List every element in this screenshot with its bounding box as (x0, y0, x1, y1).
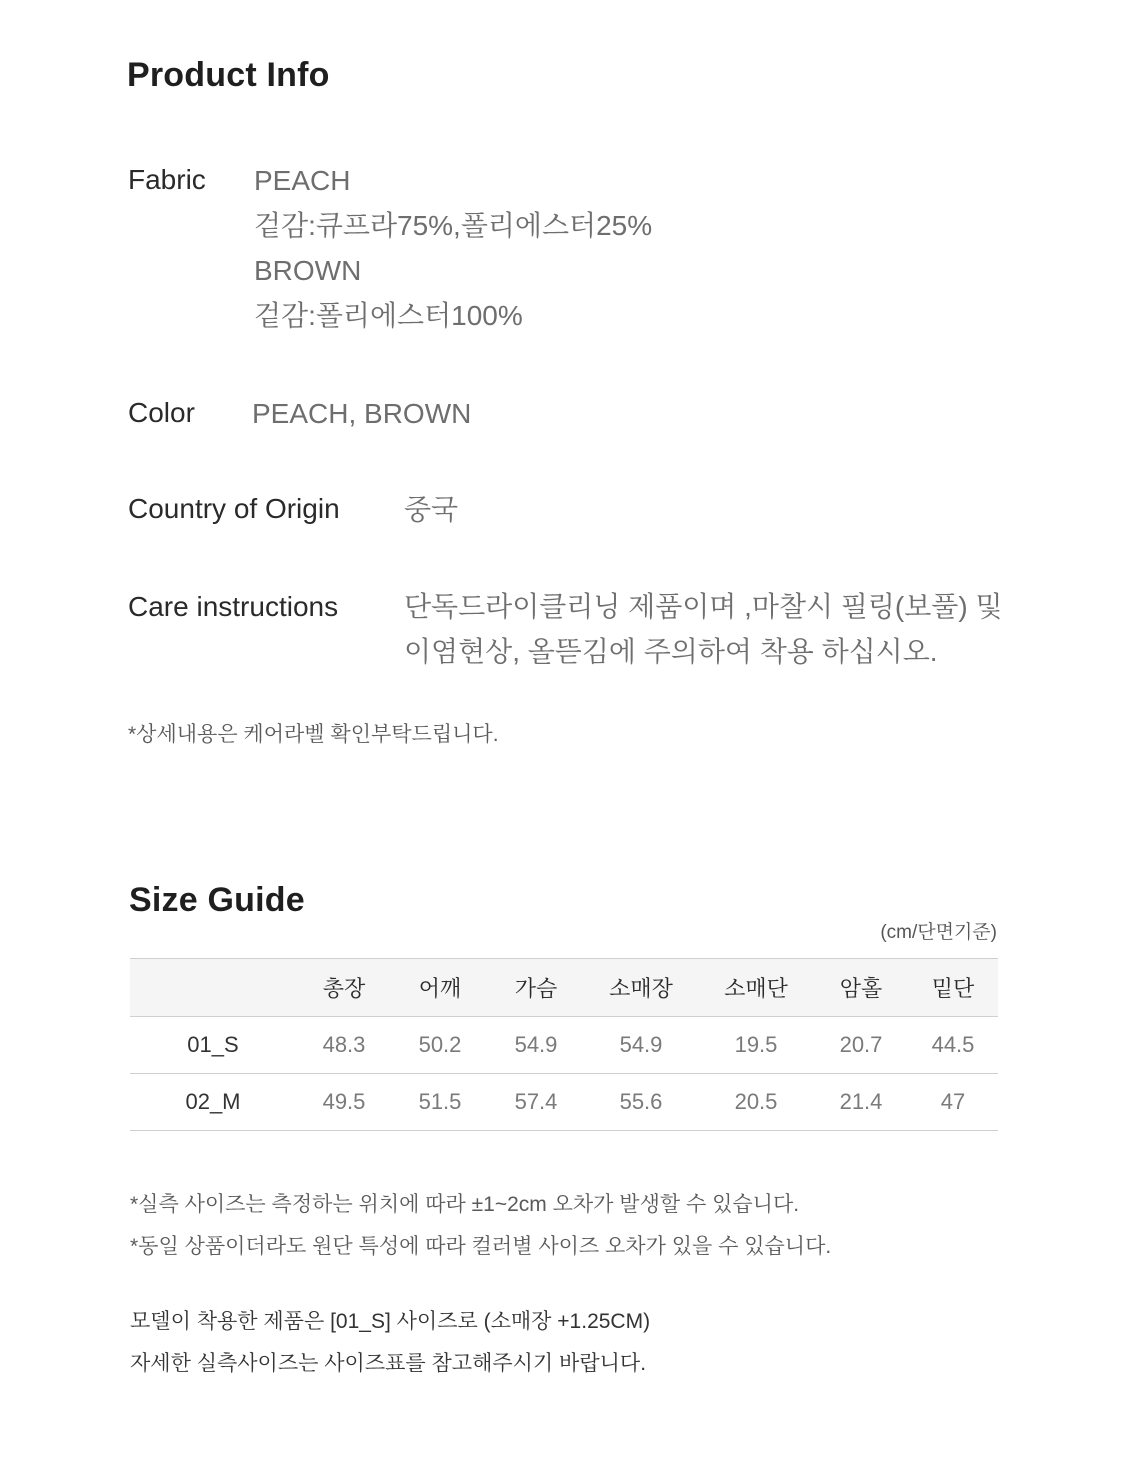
fabric-line: BROWN (254, 255, 362, 286)
model-note: 자세한 실측사이즈는 사이즈표를 참고해주시기 바랍니다. (130, 1352, 647, 1375)
fabric-value (254, 158, 652, 338)
size-unit-note: (cm/단면기준) (880, 922, 997, 943)
care-label-note: *상세내용은 케어라벨 확인부탁드립니다. (128, 723, 499, 746)
fabric-line: PEACH (254, 165, 351, 196)
table-cell: 49.5 (296, 1074, 392, 1131)
table-cell: 54.9 (584, 1017, 698, 1074)
column-header: 소매단 (698, 959, 814, 1017)
size-table-header (130, 959, 998, 1017)
model-notes (130, 1301, 650, 1385)
care-value (404, 584, 1003, 674)
size-note: *실측 사이즈는 측정하는 위치에 따라 ±1~2cm 오차가 발생할 수 있습니다. (130, 1193, 800, 1216)
column-header (130, 959, 296, 1017)
table-cell: 47 (908, 1074, 998, 1131)
care-label: Care instructions (128, 591, 339, 622)
color-label: Color (128, 397, 195, 428)
column-header: 암홀 (814, 959, 908, 1017)
table-cell: 20.7 (814, 1017, 908, 1074)
column-header: 가슴 (488, 959, 584, 1017)
table-row (130, 1074, 998, 1131)
table-cell: 57.4 (488, 1074, 584, 1131)
size-label: 01_S (130, 1017, 296, 1074)
column-header: 소매장 (584, 959, 698, 1017)
column-header: 어깨 (392, 959, 488, 1017)
origin-label: Country of Origin (128, 493, 340, 524)
table-cell: 20.5 (698, 1074, 814, 1131)
size-note: *동일 상품이더라도 원단 특성에 따라 컬러별 사이즈 오차가 있을 수 있습니다. (130, 1235, 832, 1258)
size-notes (130, 1184, 831, 1268)
fabric-line: 겉감:큐프라75%,폴리에스터25% (254, 210, 653, 241)
table-cell: 21.4 (814, 1074, 908, 1131)
size-label: 02_M (130, 1074, 296, 1131)
table-cell: 19.5 (698, 1017, 814, 1074)
column-header: 총장 (296, 959, 392, 1017)
color-value: PEACH, BROWN (252, 398, 472, 429)
column-header: 밑단 (908, 959, 998, 1017)
model-note: 모델이 착용한 제품은 [01_S] 사이즈로 (소매장 +1.25CM) (130, 1310, 651, 1333)
care-line: 이염현상, 올뜯김에 주의하여 착용 하십시오. (404, 636, 938, 667)
fabric-label: Fabric (128, 164, 206, 195)
size-guide-title: Size Guide (129, 881, 305, 919)
table-row (130, 1017, 998, 1074)
table-cell: 44.5 (908, 1017, 998, 1074)
table-cell: 51.5 (392, 1074, 488, 1131)
size-table (130, 958, 998, 1131)
table-cell: 48.3 (296, 1017, 392, 1074)
care-line: 단독드라이클리닝 제품이며 ,마찰시 필링(보풀) 및 (404, 591, 1003, 622)
fabric-line: 겉감:폴리에스터100% (254, 300, 523, 331)
product-info-title: Product Info (127, 56, 330, 94)
table-cell: 50.2 (392, 1017, 488, 1074)
table-cell: 54.9 (488, 1017, 584, 1074)
table-cell: 55.6 (584, 1074, 698, 1131)
origin-value: 중국 (404, 494, 459, 525)
